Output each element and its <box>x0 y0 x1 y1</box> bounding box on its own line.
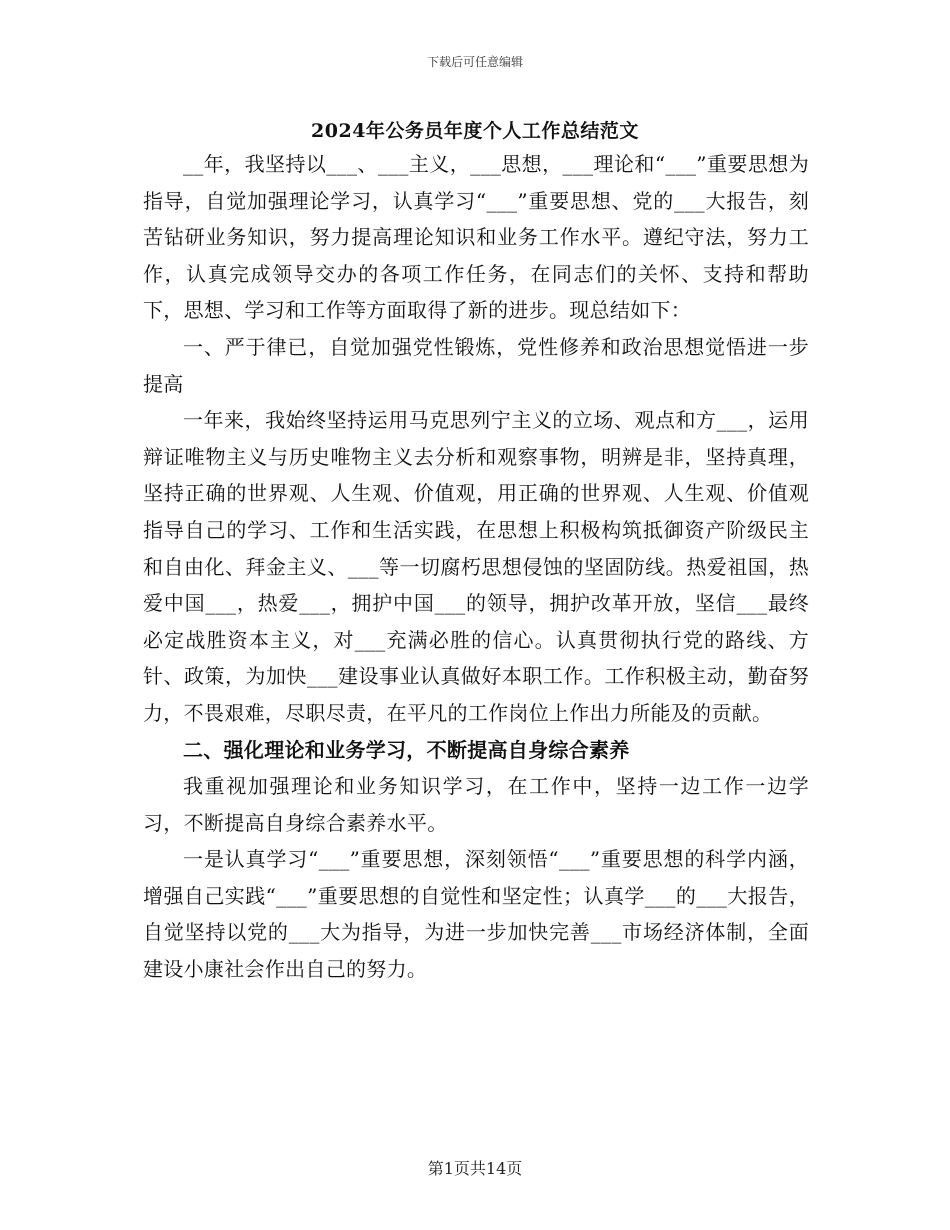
header-note: 下载后可任意编辑 <box>426 55 523 69</box>
document-body <box>143 146 809 988</box>
section-2-point-1: 一是认真学习“___”重要思想，深刻领悟“___”重要思想的科学内涵，增强自己实践“___”重要思想的自觉性和坚定性；认真学___的___大报告，自觉坚持以党的___大为指导，为进一步加快完善___市场经济体制，全面建设小康社会作出自己的努力。 <box>143 847 809 982</box>
page-footer: 第1页共14页 <box>427 1159 523 1178</box>
intro-paragraph: __年，我坚持以___、___主义，___思想，___理论和“___”重要思想为指导，自觉加强理论学习，认真学习“___”重要思想、党的___大报告，刻苦钻研业务知识，努力提高理论知识和业务工作水平。遵纪守法，努力工作，认真完成领导交办的各项工作任务，在同志们的关怀、支持和帮助下，思想、学习和工作等方面取得了新的进步。现总结如下： <box>143 152 809 323</box>
page-title: 2024年公务员年度个人工作总结范文 <box>311 120 639 142</box>
section-2-paragraph: 我重视加强理论和业务知识学习，在工作中，坚持一边工作一边学习，不断提高自身综合素养水平。 <box>143 774 809 835</box>
section-heading-2: 二、强化理论和业务学习，不断提高自身综合素养 <box>183 737 630 762</box>
section-1-paragraph: 一年来，我始终坚持运用马克思列宁主义的立场、观点和方___，运用辩证唯物主义与历史唯物主义去分析和观察事物，明辨是非，坚持真理，坚持正确的世界观、人生观、价值观，用正确的世界观、人生观、价值观指导自己的学习、工作和生活实践，在思想上积极构筑抵御资产阶级民主和自由化、拜金主义、___等一切腐朽思想侵蚀的坚固防线。热爱祖国，热爱中国___，热爱___，拥护中国___的领导，拥护改革开放，坚信___最终必定战胜资本主义，对___充满必胜的信心。认真贯彻执行党的路线、方针、政策，为加快___建设事业认真做好本职工作。工作积极主动，勤奋努力，不畏艰难，尽职尽责，在平凡的工作岗位上作出力所能及的贡献。 <box>143 408 809 725</box>
section-heading-1: 一、严于律已，自觉加强党性锻炼，党性修养和政治思想觉悟进一步提高 <box>143 334 809 396</box>
